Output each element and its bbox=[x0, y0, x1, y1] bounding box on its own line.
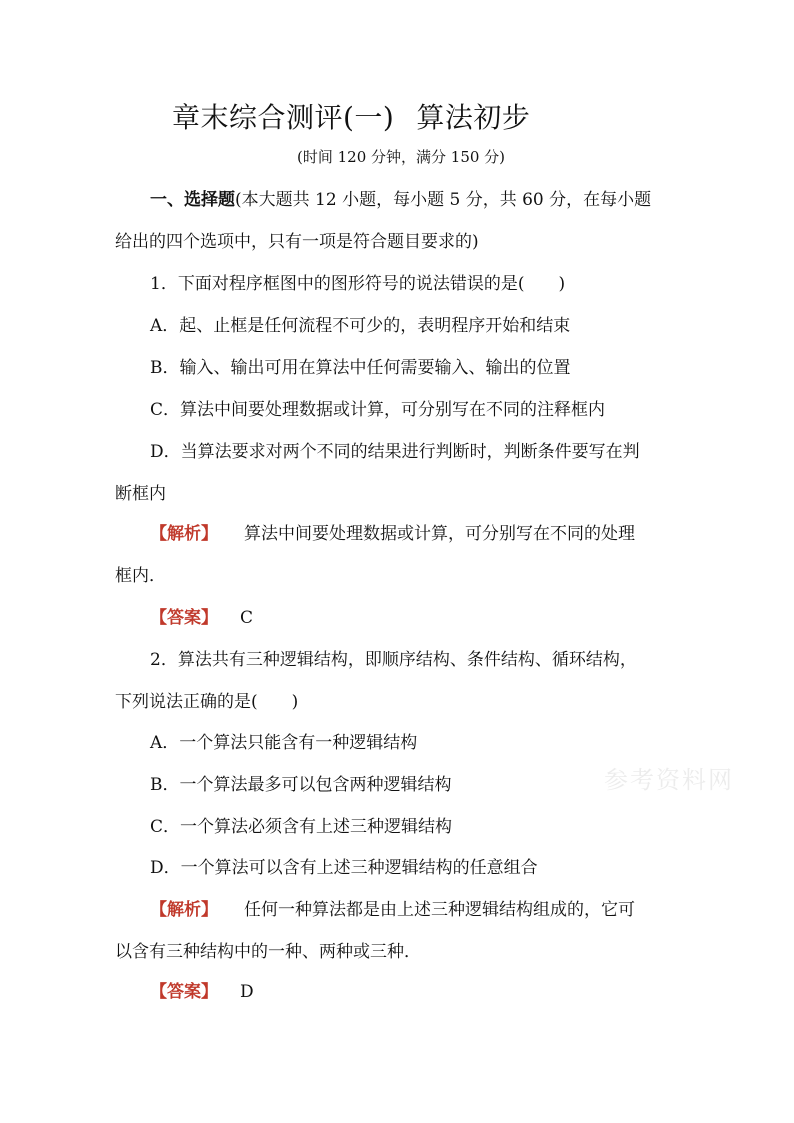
q2-analysis-line1: 任何一种算法都是由上述三种逻辑结构组成的，它可 bbox=[244, 900, 635, 920]
q1-answer bbox=[150, 606, 253, 630]
page-subtitle: (时间 120 分钟，满分 150 分) bbox=[297, 148, 506, 166]
q2-analysis-line2: 以含有三种结构中的一种、两种或三种． bbox=[115, 942, 421, 962]
q1-option-c: C．算法中间要处理数据或计算，可分别写在不同的注释框内 bbox=[150, 400, 606, 420]
q2-stem-line1: 2．算法共有三种逻辑结构，即顺序结构、条件结构、循环结构， bbox=[150, 650, 637, 670]
q2-stem-line2: 下列说法正确的是( ) bbox=[115, 692, 299, 712]
q2-option-b: B．一个算法最多可以包含两种逻辑结构 bbox=[150, 775, 452, 795]
watermark: 参考资料网 bbox=[604, 766, 734, 794]
q2-answer bbox=[150, 980, 254, 1004]
q1-analysis-line2: 框内． bbox=[115, 566, 166, 586]
q2-option-c: C．一个算法必须含有上述三种逻辑结构 bbox=[150, 817, 453, 837]
q1-stem: 1．下面对程序框图中的图形符号的说法错误的是( ) bbox=[150, 274, 566, 294]
title-topic: 算法初步 bbox=[416, 101, 531, 134]
q2-answer-value: D bbox=[240, 982, 254, 1002]
q2-analysis-tag: 【解析】 bbox=[150, 900, 218, 920]
q1-analysis-tag: 【解析】 bbox=[150, 524, 218, 544]
q1-option-d-line2: 断框内 bbox=[115, 484, 166, 504]
q1-analysis-line1: 算法中间要处理数据或计算，可分别写在不同的处理 bbox=[244, 524, 635, 544]
q2-analysis bbox=[150, 898, 635, 922]
section-heading: 一、选择题 bbox=[150, 190, 235, 210]
q2-option-a: A．一个算法只能含有一种逻辑结构 bbox=[150, 733, 418, 753]
q2-answer-tag: 【答案】 bbox=[150, 982, 218, 1002]
q1-answer-value: C bbox=[240, 608, 254, 628]
title-main: 章末综合测评(一) bbox=[172, 101, 395, 134]
q1-option-a: A．起、止框是任何流程不可少的，表明程序开始和结束 bbox=[150, 316, 571, 336]
q2-option-d: D．一个算法可以含有上述三种逻辑结构的任意组合 bbox=[150, 858, 538, 878]
section-header bbox=[150, 188, 651, 212]
page-title bbox=[172, 100, 530, 136]
q1-answer-tag: 【答案】 bbox=[150, 608, 218, 628]
section-desc-line1: (本大题共 12 小题，每小题 5 分，共 60 分，在每小题 bbox=[235, 190, 652, 210]
q1-option-d-line1: D．当算法要求对两个不同的结果进行判断时，判断条件要写在判 bbox=[150, 442, 640, 462]
section-desc-line2: 给出的四个选项中，只有一项是符合题目要求的) bbox=[115, 232, 479, 252]
q1-analysis bbox=[150, 522, 635, 546]
q1-option-b: B．输入、输出可用在算法中任何需要输入、输出的位置 bbox=[150, 358, 571, 378]
